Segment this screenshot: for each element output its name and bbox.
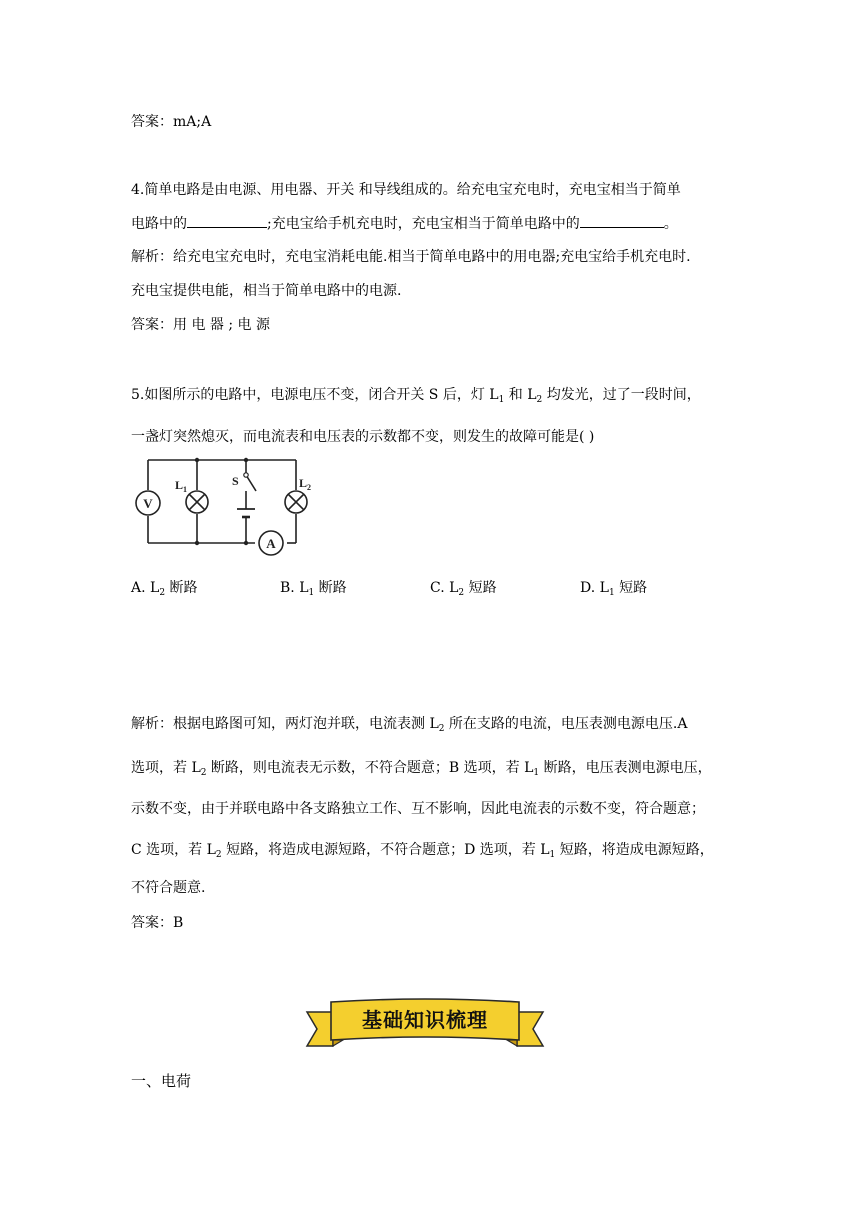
banner-title: 基础知识梳理 <box>362 1008 488 1032</box>
q5-analysis-text: 解析：根据电路图可知，两灯泡并联，电流表测 L <box>131 716 439 732</box>
lamp-l1-label: L <box>175 478 184 492</box>
q5-analysis-line5: 不符合题意. <box>131 880 206 896</box>
q5-analysis-sub: 1 <box>549 850 556 860</box>
q4-stem-line1: 4.简单电路是由电源、用电器、开关 和导线组成的。给充电宝充电时，充电宝相当于简单 <box>131 182 681 198</box>
q4-stem-text-c: 。 <box>663 216 678 232</box>
lamp-l1-sub: 1 <box>183 485 187 494</box>
q5-analysis-text: 短路，将造成电源短路， <box>555 842 714 858</box>
q5-analysis-text: 选项，若 L <box>131 760 201 776</box>
option-c-text: 短路 <box>464 580 497 596</box>
option-b[interactable] <box>280 578 347 598</box>
q5-stem-part2: 和 L <box>504 387 537 403</box>
q4-stem-text-b: ;充电宝给手机充电时，充电宝相当于简单电路中的 <box>267 216 580 232</box>
ammeter-label: A <box>266 536 276 551</box>
q5-analysis-text: 短路，将造成电源短路，不符合题意；D 选项，若 L <box>221 842 550 858</box>
option-d-text: 短路 <box>614 580 648 596</box>
q4-answer: 答案：用 电 器 ; 电 源 <box>131 317 270 333</box>
q4-analysis-line1: 解析：给充电宝充电时，充电宝消耗电能.相当于简单电路中的用电器;充电宝给手机充电时. <box>131 249 691 265</box>
switch-label: S <box>232 474 239 488</box>
option-a-prefix: A. L <box>131 580 160 596</box>
q5-analysis-line3: 示数不变，由于并联电路中各支路独立工作、互不影响，因此电流表的示数不变，符合题意； <box>131 801 705 817</box>
option-d[interactable] <box>580 578 647 598</box>
voltmeter-label: V <box>143 496 153 511</box>
q5-stem-sub2: 2 <box>536 395 543 405</box>
q5-stem-part3: 均发光，过了一段时间， <box>542 387 701 403</box>
option-b-prefix: B. L <box>280 580 309 596</box>
lamp-l2-label: L <box>299 476 308 490</box>
section-heading: 一、电荷 <box>131 1072 192 1090</box>
junction-dot <box>244 458 248 462</box>
q5-analysis-text: 断路，电压表测电源电压， <box>539 760 712 776</box>
q5-stem-part1: 5.如图所示的电路中，电源电压不变，闭合开关 S 后，灯 L <box>131 387 499 403</box>
option-b-sub: 1 <box>308 588 315 598</box>
option-b-text: 断路 <box>314 580 347 596</box>
q5-analysis-text: 断路，则电流表无示数，不符合题意；B 选项，若 L <box>206 760 534 776</box>
switch-blade <box>246 475 256 491</box>
option-c-prefix: C. L <box>430 580 459 596</box>
junction-dot <box>195 458 199 462</box>
option-d-sub: 1 <box>608 588 615 598</box>
option-c-sub: 2 <box>458 588 465 598</box>
q4-stem-text-a: 电路中的 <box>131 216 187 232</box>
q4-blank-1[interactable] <box>187 213 267 228</box>
q3-answer: 答案：mA;A <box>131 114 212 130</box>
lamp-l2-sub: 2 <box>307 483 311 492</box>
q5-analysis-sub: 1 <box>533 768 540 778</box>
q5-stem-line2: 一盏灯突然熄灭，而电流表和电压表的示数都不变，则发生的故障可能是( ) <box>131 429 595 445</box>
option-a[interactable] <box>131 578 198 598</box>
junction-dot <box>244 541 248 545</box>
q5-analysis-line2 <box>131 758 712 778</box>
q4-stem-line2 <box>131 213 678 234</box>
junction-dot <box>195 541 199 545</box>
q5-stem-sub1: 1 <box>498 395 505 405</box>
option-a-text: 断路 <box>165 580 198 596</box>
q5-analysis-sub: 2 <box>200 768 207 778</box>
option-c[interactable] <box>430 578 497 598</box>
q5-analysis-text: C 选项，若 L <box>131 842 216 858</box>
q5-analysis-sub: 2 <box>215 850 222 860</box>
q5-analysis-sub: 2 <box>438 724 445 734</box>
q5-answer: 答案：B <box>131 915 184 931</box>
option-a-sub: 2 <box>159 588 166 598</box>
q5-analysis-line1 <box>131 714 688 734</box>
switch-pivot <box>244 473 248 477</box>
option-d-prefix: D. L <box>580 580 609 596</box>
q4-analysis-line2: 充电宝提供电能，相当于简单电路中的电源. <box>131 283 402 299</box>
q5-stem-line1 <box>131 385 701 405</box>
circuit-diagram <box>131 457 331 561</box>
q5-analysis-text: 所在支路的电流，电压表测电源电压.A <box>444 716 688 732</box>
q4-blank-2[interactable] <box>580 213 664 228</box>
q5-analysis-line4 <box>131 840 714 860</box>
